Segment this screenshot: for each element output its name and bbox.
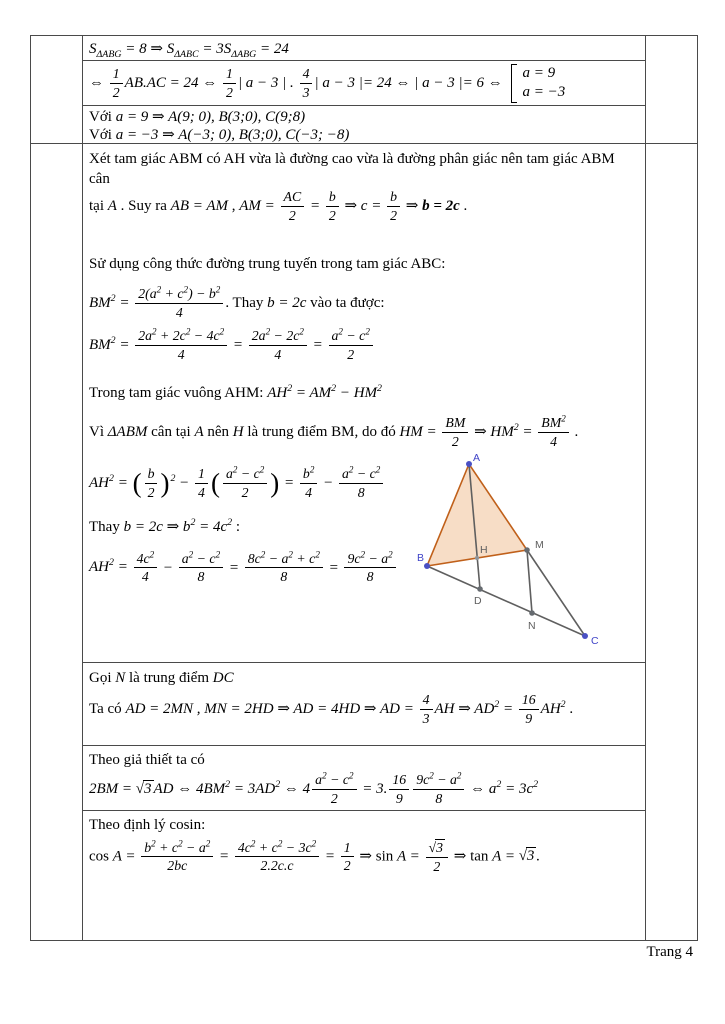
math-line-area: $S_{\Delta ABG} = 8$ ⇒ $S_{\Delta ABC} = 3S_{\Delta ABG} = 24$	[89, 41, 289, 60]
point-b	[424, 563, 430, 569]
point-h	[475, 556, 479, 560]
math-line-2bm: 2BM = √3 AD ⇔ $4BM^2 = 3AD^2$ ⇔ 4 $\frac{a^2 - c^2}{2}$ = 3. $\frac{16}{9}$ $\frac{9c^2 - a^2}{8}$ ⇔ $a^2 = 3c^2$	[89, 770, 539, 806]
segment-mn	[527, 550, 532, 613]
label-a: A	[473, 452, 481, 464]
text-line-cosine: Theo định lý cosin:	[89, 817, 206, 833]
row-cases	[83, 106, 646, 144]
label-n: N	[528, 620, 536, 632]
text-line: Xét tam giác ABM có AH vừa là đường cao vừa là đường phân giác nên tam giác ABM cân	[89, 151, 615, 187]
row-area-equation	[83, 61, 646, 106]
row-cosine-law	[83, 811, 646, 941]
triangle-diagram	[417, 452, 645, 657]
text-line: Thay b = 2c ⇒ $b^2 = 4c^2$ :	[89, 516, 241, 535]
label-d: D	[474, 595, 482, 607]
point-d	[477, 586, 483, 592]
point-c	[582, 633, 588, 639]
label-c: C	[591, 635, 599, 647]
row-area-given	[83, 36, 646, 61]
paragraph-median-formula-intro	[89, 254, 639, 274]
row-hypothesis	[83, 746, 646, 811]
text-line-case2: Với a = −3 ⇒ A(−3; 0), B(3;0), C(−3; −8)	[89, 127, 350, 143]
math-line: Vì ΔABM cân tại A nên H là trung điểm BM, do đó HM = $\frac{BM}{2}$ ⇒ $HM^2$ = $\frac{BM^2}{4}$ .	[89, 413, 579, 450]
paragraph-right-triangle	[89, 383, 639, 403]
page-footer	[30, 944, 697, 961]
left-margin-cell-top	[31, 36, 83, 144]
math-line-ad: Ta có AD = 2MN , MN = 2HD ⇒ AD = 4HD ⇒ AD = $\frac{4}{3}$ AH ⇒ $AD^2$ = $\frac{16}{9}$ $AH^2$ .	[89, 692, 574, 726]
label-h: H	[480, 544, 488, 556]
math-line: Trong tam giác vuông AHM: $AH^2 = AM^2 - HM^2$	[89, 383, 382, 402]
math-line: $AH^2$ = ( $\frac{b}{2}$ )$^2$ − $\frac{1}{4}$ ( $\frac{a^2 - c^2}{2}$ ) = $\frac{b^2}{4}$ − $\frac{a^2 - c^2}{8}$	[89, 466, 639, 501]
paragraph-midpoint-hm	[89, 415, 639, 450]
point-a	[466, 461, 472, 467]
math-line: tại A . Suy ra AB = AM , AM = $\frac{AC}{2}$ = $\frac{b}{2}$ ⇒ c = $\frac{b}{2}$ ⇒ b = 2c .	[89, 189, 468, 223]
text-line-theo-gia-thiet: Theo giả thiết ta có	[89, 752, 205, 768]
text-line-goi-n: Gọi N là trung điểm DC	[89, 670, 234, 686]
label-b: B	[417, 552, 425, 564]
paragraph-isosceles	[89, 149, 639, 224]
paragraph-bm-squared	[89, 286, 639, 321]
geometry-figure	[417, 452, 645, 657]
text-line-case1: Với a = 9 ⇒ A(9; 0), B(3;0), C(9;8)	[89, 109, 306, 125]
point-m	[524, 547, 530, 553]
label-m: M	[535, 539, 544, 551]
math-line: $BM^2$ = $\frac{2a^2 + 2c^2 - 4c^2}{4}$ = $\frac{2a^2 - 2c^2}{4}$ = $\frac{a^2 - c^2}{2}$	[89, 328, 639, 363]
math-line-cos-a: cos A = $\frac{b^2 + c^2 - a^2}{2bc}$ = $\frac{4c^2 + c^2 - 3c^2}{2.2c.c}$ = $\frac{1}{2}$ ⇒ sin A = $\frac{√3}{2}$ ⇒ tan A = √3 .	[89, 837, 541, 874]
right-margin-cell-top	[646, 36, 698, 144]
text-line: Sử dụng công thức đường trung tuyến trong tam giác ABC:	[89, 255, 446, 272]
solution-table	[30, 35, 698, 941]
left-margin-cell-bottom	[31, 144, 83, 941]
math-line-solve-a: ⇔ $\frac{1}{2}$ AB.AC = 24 ⇔ $\frac{1}{2}$ | a − 3 | . $\frac{4}{3}$ | a − 3 |= 24 ⇔ | a − 3 |= 6 ⇔ a = 9 a = −3	[89, 64, 565, 103]
math-line: $BM^2$ = $\frac{2(a^2 + c^2) - b^2}{4}$ . Thay b = 2c vào ta được:	[89, 284, 385, 320]
right-margin-cell-bottom	[646, 144, 698, 941]
row-main-solution	[83, 144, 646, 663]
page-number-label: Trang 4	[646, 944, 693, 960]
paragraph-bm-simplified	[89, 328, 639, 363]
point-n	[529, 610, 535, 616]
math-line: $AH^2$ = $\frac{4c^2}{4}$ − $\frac{a^2 - c^2}{8}$ = $\frac{8c^2 - a^2 + c^2}{8}$ = $\frac{9c^2 - a^2}{8}$	[89, 551, 639, 586]
row-midpoint-n	[83, 663, 646, 746]
